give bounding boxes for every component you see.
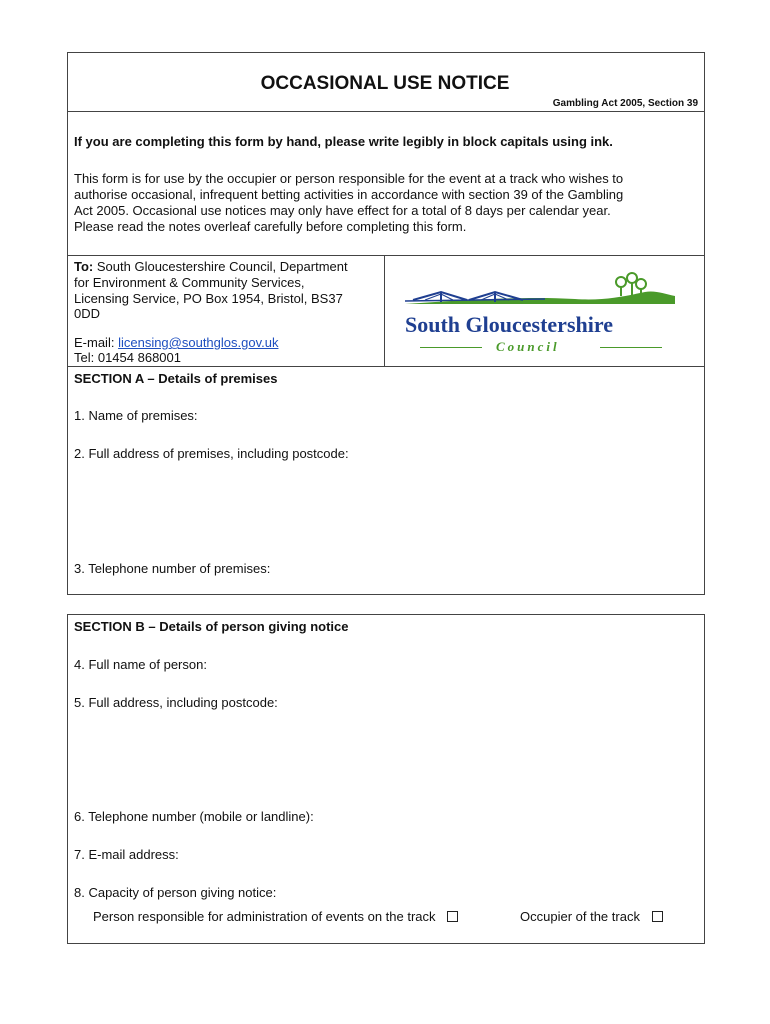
section-b-title: SECTION B – Details of person giving notice [74,619,349,634]
question-premises-name: 1. Name of premises: [74,408,198,423]
option-label: Person responsible for administration of events on the track [93,909,436,924]
intro-divider [67,255,705,256]
intro-line: authorise occasional, infrequent betting activities in accordance with section 39 of the Gambling [74,187,624,202]
intro-line: Act 2005. Occasional use notices may only have effect for a total of 8 days per calendar year. [74,203,611,218]
recipient-line1 [74,259,348,275]
to-label: To: [74,259,94,274]
checkbox-administrator[interactable] [447,911,458,922]
question-person-email: 7. E-mail address: [74,847,179,862]
recipient-email-row [74,335,278,351]
intro-line: Please read the notes overleaf carefully before completing this form. [74,219,467,234]
recipient-address-line: South Gloucestershire Council, Department [96,259,348,274]
logo-text: South Gloucestershire [405,312,613,337]
page-title: OCCASIONAL USE NOTICE [260,73,510,94]
logo-subtext: Council [496,339,560,354]
logo-rule [420,347,482,348]
question-person-phone: 6. Telephone number (mobile or landline): [74,809,314,824]
recipient-tel: Tel: 01454 868001 [74,350,181,365]
option-label: Occupier of the track [520,909,640,924]
trees-icon [616,273,646,297]
question-capacity: 8. Capacity of person giving notice: [74,885,277,900]
capacity-option-administrator[interactable] [93,909,458,925]
recipient-address-line: 0DD [74,306,101,321]
recipient-address-line: Licensing Service, PO Box 1954, Bristol, BS37 [74,291,343,306]
question-premises-phone: 3. Telephone number of premises: [74,561,271,576]
council-logo [405,270,680,352]
question-person-address: 5. Full address, including postcode: [74,695,278,710]
capacity-option-occupier[interactable] [520,909,663,925]
logo-rule [600,347,662,348]
section-a-title: SECTION A – Details of premises [74,371,278,386]
intro-line: This form is for use by the occupier or person responsible for the event at a track who wishes to [74,171,624,186]
page-subtitle: Gambling Act 2005, Section 39 [552,98,698,109]
recipient-address-line: for Environment & Community Services, [74,275,305,290]
header-divider [67,111,705,112]
recipient-logo-divider [384,255,385,366]
logo-graphic [405,270,680,310]
logo-council-row [420,340,670,354]
checkbox-occupier[interactable] [652,911,663,922]
question-premises-address: 2. Full address of premises, including postcode: [74,446,349,461]
instruction-text: If you are completing this form by hand, please write legibly in block capitals using ink. [74,134,613,149]
question-person-name: 4. Full name of person: [74,657,207,672]
recipient-divider [67,366,705,367]
email-label: E-mail: [74,335,115,350]
email-link[interactable]: licensing@southglos.gov.uk [118,335,279,350]
